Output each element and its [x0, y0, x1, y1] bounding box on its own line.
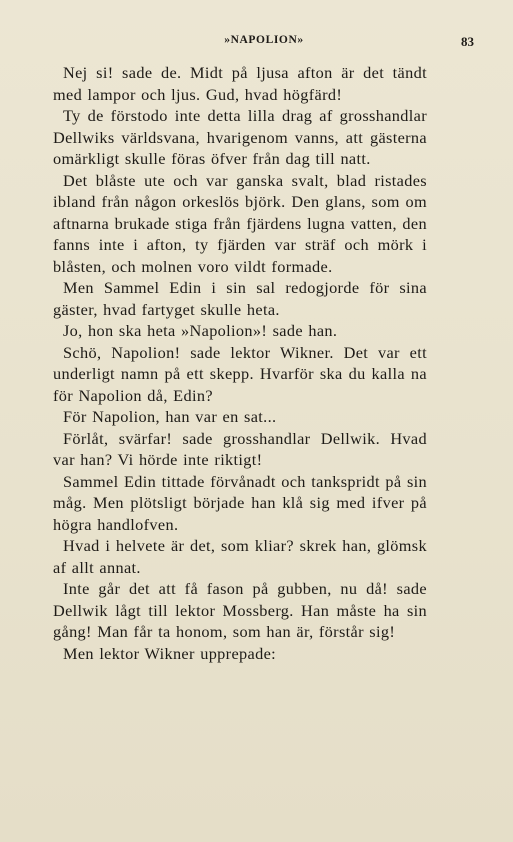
- paragraph: Jo, hon ska heta »Napolion»! sade han.: [63, 321, 338, 340]
- paragraph: Men lektor Wikner upprepade:: [63, 643, 277, 663]
- paragraph: Ty de förstodo inte detta lilla drag af grosshandlar Dellwiks världsvana, hvarigenom vanns, att gästerna omärkligt skulle föras öfver från dag till natt.: [53, 106, 427, 168]
- paragraph: Men Sammel Edin i sin sal redogjorde för sina gäster, hvad fartyget skulle heta.: [53, 278, 427, 319]
- paragraph: Förlåt, svärfar! sade grosshandlar Dellwik. Hvad var han? Vi hörde inte riktigt!: [53, 428, 427, 469]
- paragraph: För Napolion, han var en sat...: [63, 407, 277, 426]
- body-text: [53, 62, 427, 664]
- page-number: 83: [461, 34, 474, 49]
- paragraph: Nej si! sade de. Midt på ljusa afton är det tändt med lampor och ljus. Gud, hvad högfärd!: [53, 63, 427, 104]
- running-head-title: »NAPOLION»: [224, 34, 304, 46]
- paragraph: Sammel Edin tittade förvånadt och tankspridt på sin måg. Men plötsligt började han klå sig med ifver på högra handlofven.: [53, 471, 427, 534]
- paragraph: Hvad i helvete är det, som kliar? skrek han, glömsk af allt annat.: [53, 536, 427, 577]
- paragraph: Schö, Napolion! sade lektor Wikner. Det var ett underligt namn på ett skepp. Hvarför ska du kalla na för Napolion då, Edin?: [53, 342, 427, 405]
- paragraph: Det blåste ute och var ganska svalt, blad ristades ibland från någon orkeslös björk. Den glans, som om aftnarna brukade stiga från fjärdens lugna vatten, den fanns inte i afton, ty fjärden var sträf och mörk i blåsten, och molnen voro vildt formade.: [53, 170, 427, 276]
- paragraph: Inte går det att få fason på gubben, nu då! sade Dellwik lågt till lektor Mossberg. Han måste ha sin gång! Man får ta honom, som han är, förstår sig!: [53, 579, 427, 641]
- running-head: [54, 34, 474, 54]
